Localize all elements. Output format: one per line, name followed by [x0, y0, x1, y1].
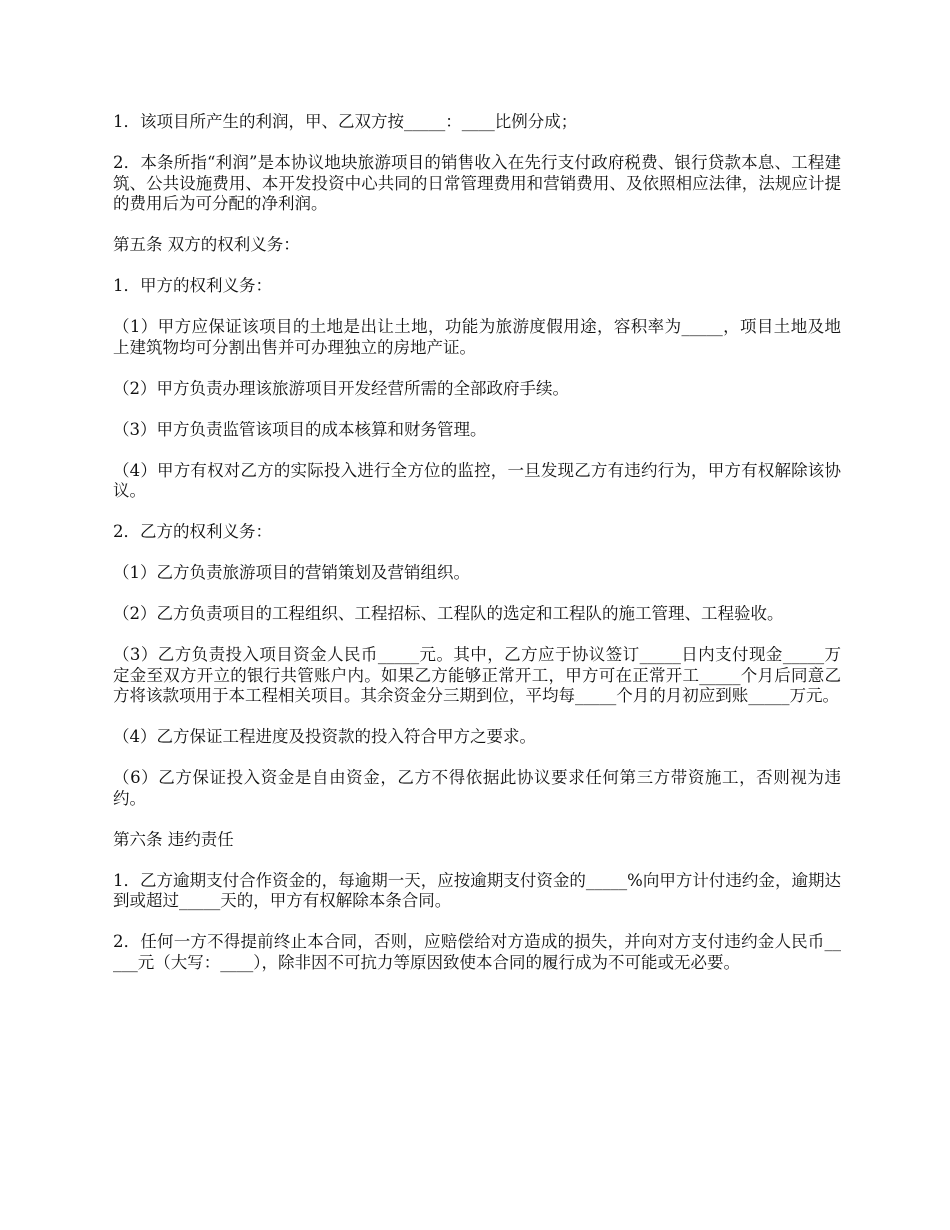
early-termination-clause: 2．任何一方不得提前终止本合同，否则，应赔偿给对方造成的损失，并向对方支付违约金人民币_____元（大写：____），除非因不可抗力等原因致使本合同的履行成为不可能或无必要。: [113, 932, 841, 972]
party-b-item-1: （1）乙方负责旅游项目的营销策划及营销组织。: [113, 563, 470, 582]
late-payment-clause: 1．乙方逾期支付合作资金的，每逾期一天，应按逾期支付资金的_____%向甲方计付违约金，逾期达到或超过_____天的，甲方有权解除本条合同。: [113, 870, 841, 910]
party-a-heading: 1．甲方的权利义务：: [113, 276, 272, 295]
article-6-heading: 第六条 违约责任: [113, 829, 234, 849]
profit-split-clause: 1．该项目所产生的利润，甲、乙双方按_____：____比例分成；: [113, 112, 578, 131]
party-b-item-4: （4）乙方保证工程进度及投资款的投入符合甲方之要求。: [113, 727, 536, 746]
party-a-item-2: （2）甲方负责办理该旅游项目开发经营所需的全部政府手续。: [113, 378, 569, 398]
article-5-heading: 第五条 双方的权利义务：: [113, 235, 300, 254]
party-a-item-3: （3）甲方负责监管该项目的成本核算和财务管理。: [113, 419, 487, 439]
party-b-heading: 2．乙方的权利义务：: [113, 522, 272, 541]
profit-definition-clause: 2．本条所指“利润”是本协议地块旅游项目的销售收入在先行支付政府税费、银行贷款本息、工程建筑、公共设施费用、本开发投资中心共同的日常管理费用和营销费用、及依照相应法律，法规应计提的费用后为可分配的净利润。: [113, 153, 841, 213]
party-b-item-3: （3）乙方负责投入项目资金人民币_____元。其中，乙方应于协议签订_____日内支付现金_____万定金至双方开立的银行共管账户内。如果乙方能够正常开工，甲方可在正常开工_____个月后同意乙方将该款项用于本工程相关项目。其余资金分三期到位，平均每_____个月的月初应到账_____万元。: [113, 645, 841, 705]
party-a-item-4: （4）甲方有权对乙方的实际投入进行全方位的监控，一旦发现乙方有违约行为，甲方有权解除该协议。: [113, 460, 841, 500]
party-a-item-1: （1）甲方应保证该项目的土地是出让土地，功能为旅游度假用途，容积率为_____，项目土地及地上建筑物均可分割出售并可办理独立的房地产证。: [113, 317, 841, 357]
document-body: [113, 112, 841, 994]
party-b-item-6: （6）乙方保证投入资金是自由资金，乙方不得依据此协议要求任何第三方带资施工，否则视为违约。: [113, 768, 841, 808]
party-b-item-2: （2）乙方负责项目的工程组织、工程招标、工程队的选定和工程队的施工管理、工程验收。: [113, 604, 784, 623]
